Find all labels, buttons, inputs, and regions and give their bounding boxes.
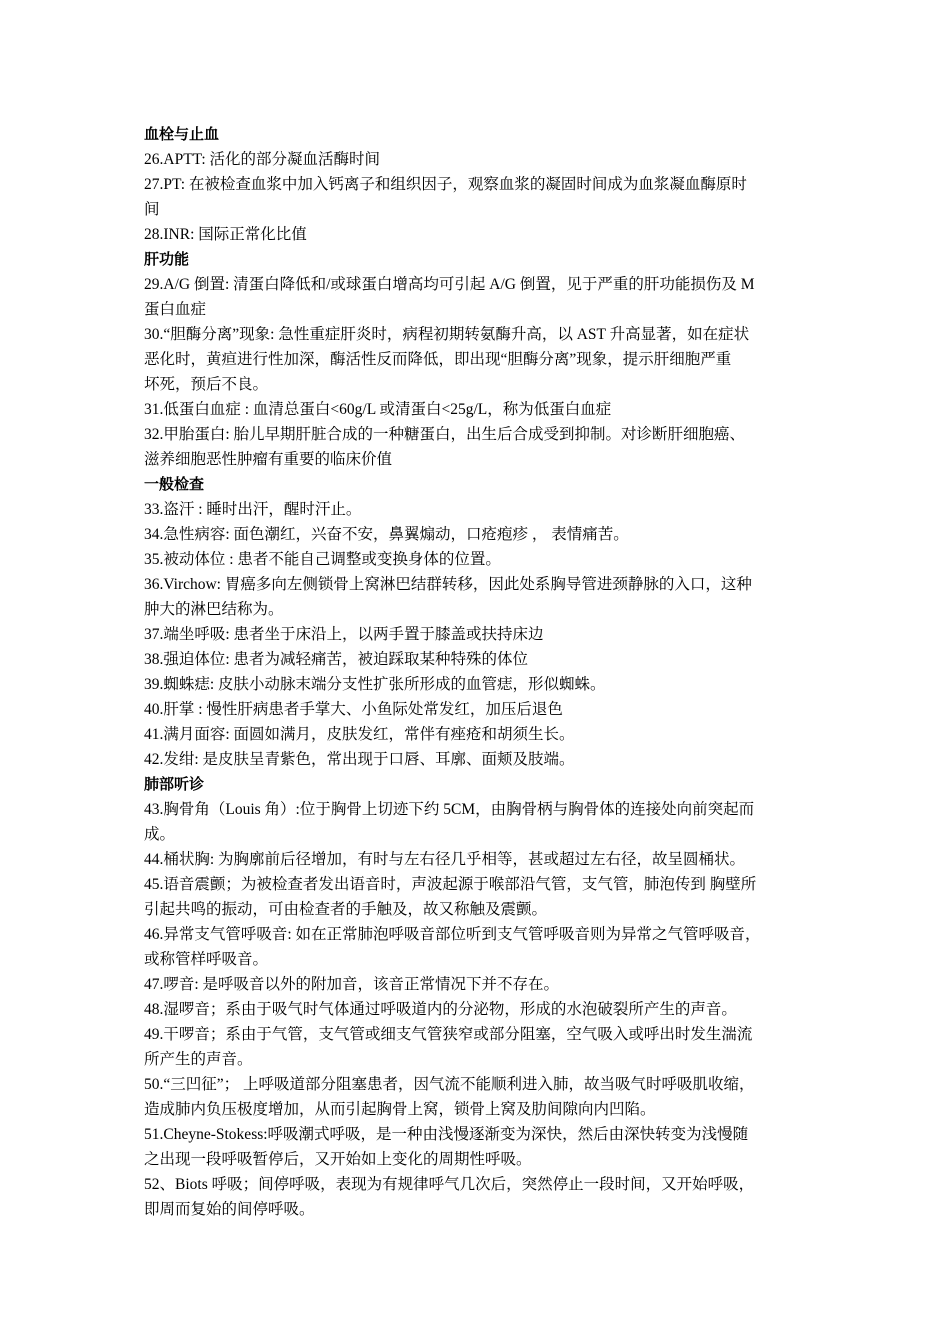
text-line: 52、Biots 呼吸；间停呼吸，表现为有规律呼气几次后，突然停止一段时间，又开始呼吸， [144, 1176, 755, 1193]
document-body [144, 122, 816, 1222]
text-line: 引起共鸣的振动，可由检查者的手触及，故又称触及震颤。 [144, 901, 548, 918]
text-line: 46.异常支气管呼吸音: 如在正常肺泡呼吸音部位听到支气管呼吸音则为异常之气管呼吸音， [144, 926, 761, 943]
text-line: 36.Virchow: 胃癌多向左侧锁骨上窝淋巴结群转移，因此处系胸导管进颈静脉的入口，这种 [144, 576, 752, 593]
text-line: 32.甲胎蛋白: 胎儿早期肝脏合成的一种糖蛋白，出生后合成受到抑制。对诊断肝细胞癌、 [144, 426, 746, 443]
text-line: 27.PT: 在被检查血浆中加入钙离子和组织因子，观察血浆的凝固时间成为血浆凝血酶原时 [144, 176, 747, 193]
text-line: 38.强迫体位: 患者为减轻痛苦，被迫踩取某种特殊的体位 [144, 651, 529, 668]
text-line: 成。 [144, 826, 176, 843]
text-line: 39.蜘蛛痣: 皮肤小动脉末端分支性扩张所形成的血管痣，形似蜘蛛。 [144, 676, 606, 693]
text-line: 30.“胆酶分离”现象: 急性重症肝炎时，病程初期转氨酶升高，以 AST 升高显著，如在症状 [144, 326, 750, 343]
text-line: 35.被动体位 : 患者不能自己调整或变换身体的位置。 [144, 551, 501, 568]
text-line: 28.INR: 国际正常化比值 [144, 226, 307, 243]
text-line: 49.干啰音；系由于气管，支气管或细支气管狭窄或部分阻塞，空气吸入或呼出时发生湍流 [144, 1026, 753, 1043]
text-line: 恶化时，黄疸进行性加深，酶活性反而降低，即出现“胆酶分离”现象，提示肝细胞严重 [144, 351, 732, 368]
text-line: 即周而复始的间停呼吸。 [144, 1201, 315, 1218]
text-line: 45.语音震颤；为被检查者发出语音时，声波起源于喉部沿气管，支气管，肺泡传到 胸壁所 [144, 876, 757, 893]
text-line: 29.A/G 倒置: 清蛋白降低和/或球蛋白增高均可引起 A/G 倒置，见于严重的肝功能损伤及 M [144, 276, 755, 293]
text-line: 造成肺内负压极度增加，从而引起胸骨上窝，锁骨上窝及肋间隙向内凹陷。 [144, 1101, 656, 1118]
text-line: 坏死，预后不良。 [144, 376, 269, 393]
text-line: 或称管样呼吸音。 [144, 951, 269, 968]
section-heading: 一般检查 [144, 475, 205, 493]
text-line: 44.桶状胸: 为胸廓前后径增加，有时与左右径几乎相等，甚或超过左右径，故呈圆桶状。 [144, 851, 746, 868]
text-line: 滋养细胞恶性肿瘤有重要的临床价值 [144, 451, 393, 468]
text-line: 所产生的声音。 [144, 1051, 253, 1068]
text-line: 33.盗汗 : 睡时出汗，醒时汗止。 [144, 501, 362, 518]
text-line: 31.低蛋白血症 : 血清总蛋白<60g/L 或清蛋白<25g/L，称为低蛋白血症 [144, 401, 612, 418]
section-heading: 肺部听诊 [144, 775, 205, 793]
text-line: 42.发绀: 是皮肤呈青紫色，常出现于口唇、耳廓、面颊及肢端。 [144, 751, 575, 768]
text-line: 41.满月面容: 面圆如满月，皮肤发红，常伴有痤疮和胡须生长。 [144, 726, 575, 743]
text-line: 51.Cheyne-Stokess:呼吸潮式呼吸，是一种由浅慢逐渐变为深快，然后由深快转变为浅慢随 [144, 1126, 749, 1143]
text-line: 间 [144, 201, 160, 218]
text-line: 40.肝掌 : 慢性肝病患者手掌大、小鱼际处常发红，加压后退色 [144, 701, 563, 718]
section-heading: 血栓与止血 [144, 125, 220, 143]
text-line: 43.胸骨角（Louis 角）:位于胸骨上切迹下约 5CM，由胸骨柄与胸骨体的连接处向前突起而 [144, 801, 755, 818]
text-line: 肿大的淋巴结称为。 [144, 601, 284, 618]
text-line: 26.APTT: 活化的部分凝血活酶时间 [144, 151, 381, 168]
text-line: 34.急性病容: 面色潮红，兴奋不安，鼻翼煽动，口疮疱疹 ， 表情痛苦。 [144, 526, 629, 543]
text-line: 47.啰音: 是呼吸音以外的附加音，该音正常情况下并不存在。 [144, 976, 560, 993]
text-line: 蛋白血症 [144, 301, 207, 318]
section-heading: 肝功能 [144, 250, 190, 268]
text-line: 48.湿啰音；系由于吸气时气体通过呼吸道内的分泌物，形成的水泡破裂所产生的声音。 [144, 1001, 737, 1018]
text-line: 50.“三凹征”； 上呼吸道部分阻塞患者，因气流不能顺利进入肺，故当吸气时呼吸肌收缩， [144, 1076, 755, 1093]
text-line: 37.端坐呼吸: 患者坐于床沿上，以两手置于膝盖或扶持床边 [144, 626, 544, 643]
text-line: 之出现一段呼吸暂停后，又开始如上变化的周期性呼吸。 [144, 1151, 532, 1168]
